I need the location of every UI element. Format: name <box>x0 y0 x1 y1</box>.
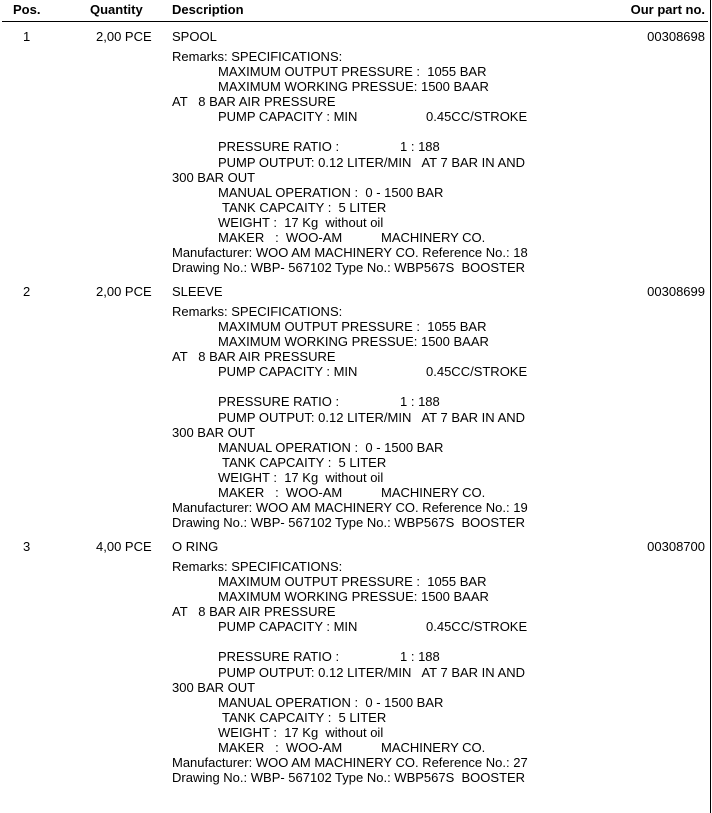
item-part-number: 00308698 <box>647 29 705 44</box>
spec-manual-operation: MANUAL OPERATION : 0 - 1500 BAR <box>218 695 444 710</box>
spec-max-working: MAXIMUM WORKING PRESSUE: 1500 BAAR <box>218 79 489 94</box>
header-divider <box>2 21 708 22</box>
spec-ratio-label: PRESSURE RATIO : <box>218 139 340 154</box>
spec-capacity-label: PUMP CAPACITY : MIN <box>218 619 358 634</box>
spec-weight: WEIGHT : 17 Kg without oil <box>218 470 384 485</box>
spec-pump-output: PUMP OUTPUT: 0.12 LITER/MIN AT 7 BAR IN AND <box>218 665 526 680</box>
spec-ratio-label: PRESSURE RATIO : <box>218 394 340 409</box>
spec-tank-capacity: TANK CAPCAITY : 5 LITER <box>222 200 387 215</box>
item-position: 1 <box>23 29 31 44</box>
spec-ratio-value: 1 : 188 <box>400 139 440 154</box>
spec-capacity-label: PUMP CAPACITY : MIN <box>218 109 358 124</box>
spec-maker-value: MACHINERY CO. <box>381 740 486 755</box>
item-description: SLEEVE <box>172 284 223 299</box>
column-header-part-no: Our part no. <box>630 2 705 17</box>
item-part-number: 00308699 <box>647 284 705 299</box>
item-position: 3 <box>23 539 31 554</box>
spec-max-output: MAXIMUM OUTPUT PRESSURE : 1055 BAR <box>218 574 487 589</box>
spec-capacity-label: PUMP CAPACITY : MIN <box>218 364 358 379</box>
line-item <box>0 29 712 284</box>
item-part-number: 00308700 <box>647 539 705 554</box>
spec-maker-value: MACHINERY CO. <box>381 485 486 500</box>
spec-air-pressure: AT 8 BAR AIR PRESSURE <box>172 604 336 619</box>
spec-tank-capacity: TANK CAPCAITY : 5 LITER <box>222 455 387 470</box>
spec-manufacturer: Manufacturer: WOO AM MACHINERY CO. Reference No.: 27 <box>172 755 528 770</box>
spec-weight: WEIGHT : 17 Kg without oil <box>218 725 384 740</box>
spec-drawing: Drawing No.: WBP- 567102 Type No.: WBP567S BOOSTER <box>172 515 526 530</box>
spec-pump-output-cont: 300 BAR OUT <box>172 170 256 185</box>
spec-pump-output: PUMP OUTPUT: 0.12 LITER/MIN AT 7 BAR IN AND <box>218 410 526 425</box>
column-header-quantity: Quantity <box>90 2 143 17</box>
spec-air-pressure: AT 8 BAR AIR PRESSURE <box>172 349 336 364</box>
spec-max-working: MAXIMUM WORKING PRESSUE: 1500 BAAR <box>218 589 489 604</box>
spec-capacity-value: 0.45CC/STROKE <box>426 364 528 379</box>
column-header-pos: Pos. <box>13 2 41 17</box>
spec-weight: WEIGHT : 17 Kg without oil <box>218 215 384 230</box>
item-quantity: 2,00 PCE <box>96 29 152 44</box>
spec-maker-label: MAKER : WOO-AM <box>218 485 343 500</box>
spec-manual-operation: MANUAL OPERATION : 0 - 1500 BAR <box>218 440 444 455</box>
line-item <box>0 284 712 539</box>
item-quantity: 4,00 PCE <box>96 539 152 554</box>
spec-ratio-value: 1 : 188 <box>400 394 440 409</box>
remarks-label: Remarks: SPECIFICATIONS: <box>172 49 343 64</box>
spec-capacity-value: 0.45CC/STROKE <box>426 109 528 124</box>
spec-maker-label: MAKER : WOO-AM <box>218 740 343 755</box>
spec-pump-output-cont: 300 BAR OUT <box>172 680 256 695</box>
spec-ratio-value: 1 : 188 <box>400 649 440 664</box>
spec-max-output: MAXIMUM OUTPUT PRESSURE : 1055 BAR <box>218 64 487 79</box>
remarks-label: Remarks: SPECIFICATIONS: <box>172 559 343 574</box>
line-item <box>0 539 712 794</box>
spec-maker-label: MAKER : WOO-AM <box>218 230 343 245</box>
spec-ratio-label: PRESSURE RATIO : <box>218 649 340 664</box>
spec-pump-output-cont: 300 BAR OUT <box>172 425 256 440</box>
spec-max-working: MAXIMUM WORKING PRESSUE: 1500 BAAR <box>218 334 489 349</box>
spec-drawing: Drawing No.: WBP- 567102 Type No.: WBP567S BOOSTER <box>172 770 526 785</box>
spec-manufacturer: Manufacturer: WOO AM MACHINERY CO. Reference No.: 19 <box>172 500 528 515</box>
item-description: SPOOL <box>172 29 217 44</box>
spec-tank-capacity: TANK CAPCAITY : 5 LITER <box>222 710 387 725</box>
item-description: O RING <box>172 539 219 554</box>
spec-air-pressure: AT 8 BAR AIR PRESSURE <box>172 94 336 109</box>
column-header-description: Description <box>172 2 244 17</box>
spec-max-output: MAXIMUM OUTPUT PRESSURE : 1055 BAR <box>218 319 487 334</box>
spec-manual-operation: MANUAL OPERATION : 0 - 1500 BAR <box>218 185 444 200</box>
spec-capacity-value: 0.45CC/STROKE <box>426 619 528 634</box>
spec-pump-output: PUMP OUTPUT: 0.12 LITER/MIN AT 7 BAR IN AND <box>218 155 526 170</box>
spec-drawing: Drawing No.: WBP- 567102 Type No.: WBP567S BOOSTER <box>172 260 526 275</box>
remarks-label: Remarks: SPECIFICATIONS: <box>172 304 343 319</box>
spec-manufacturer: Manufacturer: WOO AM MACHINERY CO. Reference No.: 18 <box>172 245 528 260</box>
item-quantity: 2,00 PCE <box>96 284 152 299</box>
item-position: 2 <box>23 284 31 299</box>
spec-maker-value: MACHINERY CO. <box>381 230 486 245</box>
